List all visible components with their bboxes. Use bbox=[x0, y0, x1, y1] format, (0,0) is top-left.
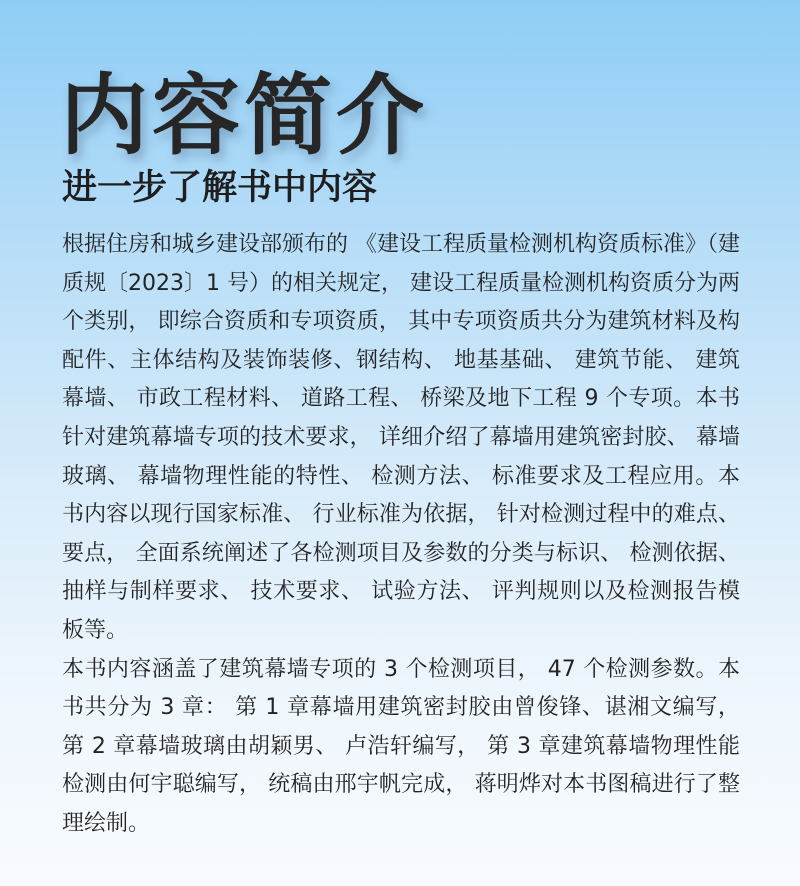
page-subtitle: 进一步了解书中内容 bbox=[62, 168, 378, 208]
intro-body bbox=[62, 226, 740, 844]
intro-paragraph-2: 本书内容涵盖了建筑幕墙专项的 3 个检测项目， 47 个检测参数。本书共分为 3 章： 第 1 章幕墙用建筑密封胶由曾俊锋、谌湘文编写， 第 2 章幕墙玻璃由胡颖男、 卢浩轩编写， 第 3 章建筑幕墙物理性能检测由何宇聪编写， 统稿由邢宇帆完成， 蒋明烨对本书图稿进行了整理绘制。 bbox=[62, 656, 740, 836]
page-title: 内容简介 bbox=[60, 64, 429, 167]
intro-paragraph-1: 根据住房和城乡建设部颁布的 《建设工程质量检测机构资质标准》（建质规〔2023〕1 号）的相关规定， 建设工程质量检测机构资质分为两个类别， 即综合资质和专项资质， 其中专项资质共分为建筑材料及构配件、主体结构及装饰装修、钢结构、 地基基础、 建筑节能、 建筑幕墙、 市政工程材料、 道路工程、 桥梁及地下工程 9 个专项。本书针对建筑幕墙专项的技术要求， 详细介绍了幕墙用建筑密封胶、 幕墙玻璃、 幕墙物理性能的特性、 检测方法、 标准要求及工程应用。本书内容以现行国家标准、 行业标准为依据， 针对检测过程中的难点、 要点， 全面系统阐述了各检测项目及参数的分类与标识、 检测依据、 抽样与制样要求、 技术要求、 试验方法、 评判规则以及检测报告模板等。 bbox=[62, 232, 740, 643]
